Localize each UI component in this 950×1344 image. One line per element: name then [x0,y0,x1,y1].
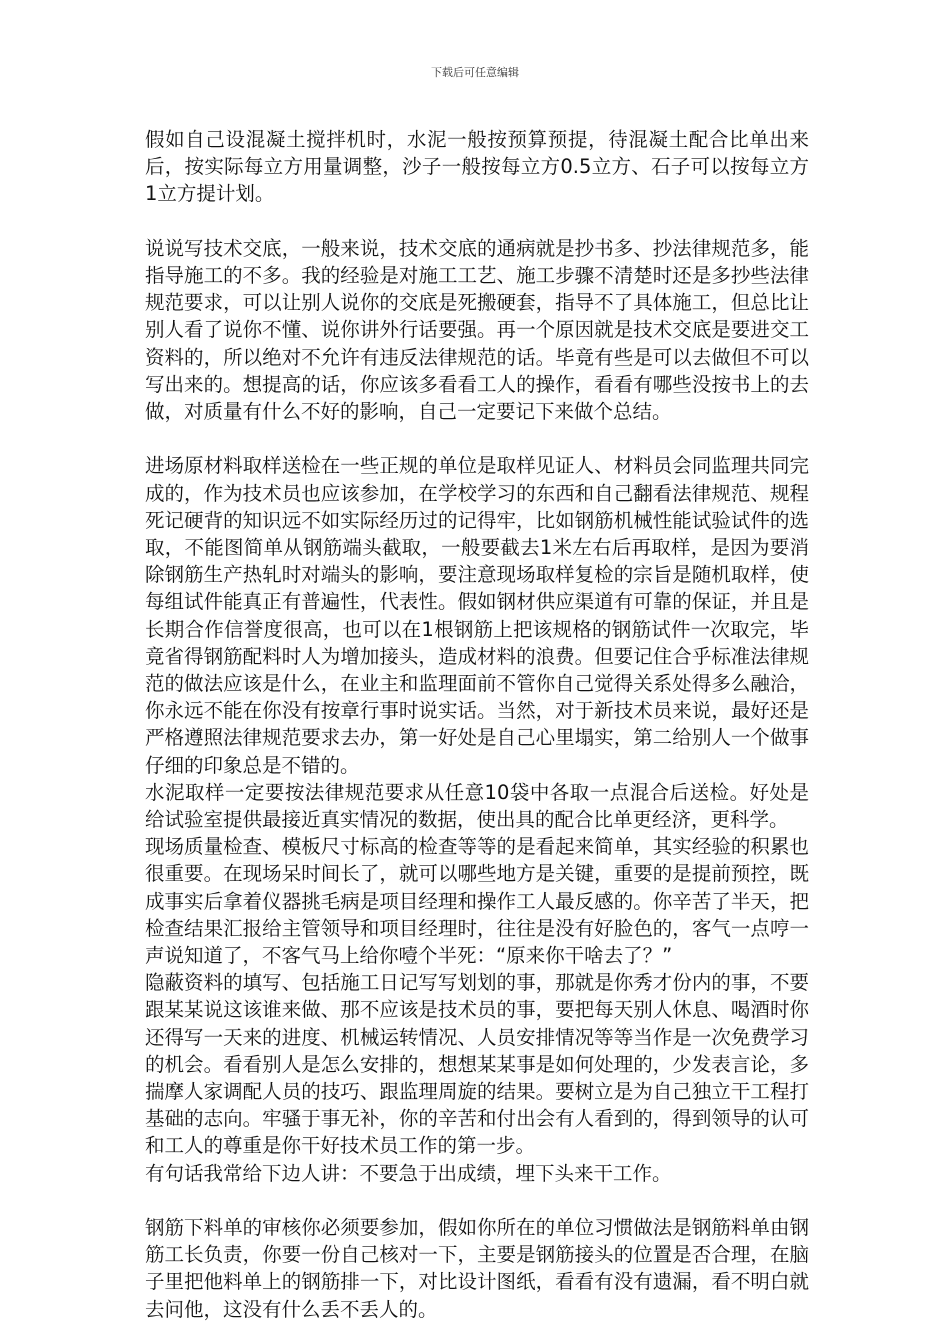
paragraph-rebar-list: 钢筋下料单的审核你必须要参加，假如你所在的单位习惯做法是钢筋料单由钢筋工长负责，你要一份自己核对一下，主要是钢筋接头的位置是否合理，在脑子里把他料单上的钢筋排一下，对比设计图纸，看看有没有遗漏，看不明白就去问他，这没有什么丢不丢人的。 [145,1216,809,1321]
page-header: 下载后可任意编辑 [431,66,519,79]
paragraph-spacer [145,208,809,235]
paragraph-spacer [145,425,809,452]
paragraph-concealed-records: 隐蔽资料的填写、包括施工日记写写划划的事，那就是你秀才份内的事，不要跟某某说这该谁来做、那不应该是技术员的事，要把每天别人休息、喝酒时你还得写一天来的进度、机械运转情况、人员安排情况等等当作是一次免费学习的机会。看看别人是怎么安排的，想想某某事是如何处理的，少发表言论，多揣摩人家调配人员的技巧、跟监理周旋的结果。要树立是为自己独立干工程打基础的志向。牢骚于事无补，你的辛苦和付出会有人看到的，得到领导的认可和工人的尊重是你干好技术员工作的第一步。 [145,971,809,1158]
paragraph-saying: 有句话我常给下边人讲：不要急于出成绩，埋下头来干工作。 [145,1161,672,1185]
document-body [145,126,809,1323]
paragraph-concrete-mixer: 假如自己设混凝土搅拌机时，水泥一般按预算预提，待混凝土配合比单出来后，按实际每立方用量调整，沙子一般按每立方0.5立方、石子可以按每立方1立方提计划。 [145,128,809,206]
paragraph-technical-briefing: 说说写技术交底，一般来说，技术交底的通病就是抄书多、抄法律规范多，能指导施工的不多。我的经验是对施工工艺、施工步骤不清楚时还是多抄些法律规范要求，可以让别人说你的交底是死搬硬套，指导不了具体施工，但总比让别人看了说你不懂、说你讲外行话要强。再一个原因就是技术交底是要进交工资料的，所以绝对不允许有违反法律规范的话。毕竟有些是可以去做但不可以写出来的。想提高的话，你应该多看看工人的操作，看看有哪些没按书上的去做，对质量有什么不好的影响，自己一定要记下来做个总结。 [145,236,809,424]
paragraph-spacer [145,1187,809,1214]
paragraph-material-sampling: 进场原材料取样送检在一些正规的单位是取样见证人、材料员会同监理共同完成的，作为技术员也应该参加，在学校学习的东西和自己翻看法律规范、规程死记硬背的知识远不如实际经历过的记得牢，比如钢筋机械性能试验试件的选取，不能图简单从钢筋端头截取，一般要截去1米左右后再取样，是因为要消除钢筋生产热轧时对端头的影响，要注意现场取样复检的宗旨是随机取样，使每组试件能真正有普遍性，代表性。假如钢材供应渠道有可靠的保证，并且是长期合作信誉度很高，也可以在1根钢筋上把该规格的钢筋试件一次取完，毕竟省得钢筋配料时人为增加接头，造成材料的浪费。但要记住合乎标准法律规范的做法应该是什么，在业主和监理面前不管你自己觉得关系处得多么融洽，你永远不能在你没有按章行事时说实话。当然，对于新技术员来说，最好还是严格遵照法律规范要求去办，第一好处是自己心里塌实，第二给别人一个做事仔细的印象总是不错的。 [145,454,809,777]
paragraph-cement-sampling: 水泥取样一定要按法律规范要求从任意10袋中各取一点混合后送检。好处是给试验室提供最接近真实情况的数据，使出具的配合比单更经济，更科学。 [145,780,809,832]
paragraph-quality-inspection: 现场质量检查、模板尺寸标高的检查等等的是看起来简单，其实经验的积累也很重要。在现场呆时间长了，就可以哪些地方是关键，重要的是提前预控，既成事实后拿着仪器挑毛病是项目经理和操作工人最反感的。你辛苦了半天，把检查结果汇报给主管领导和项目经理时，往往是没有好脸色的，客气一点哼一声说知道了，不客气马上给你噎个半死：“原来你干啥去了？” [145,835,809,968]
